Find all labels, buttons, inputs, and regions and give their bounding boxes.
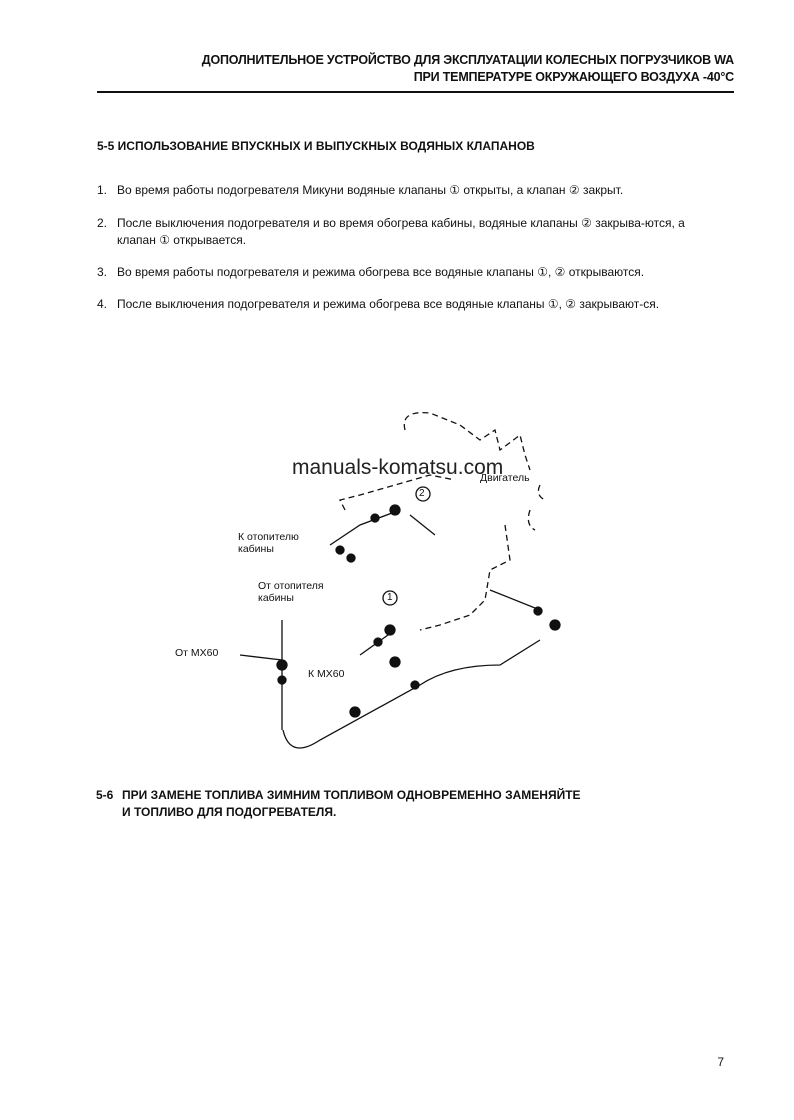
fittings (277, 505, 560, 717)
section-5-6 (96, 787, 581, 821)
label-from-cab-heater: От отопителя кабины (258, 580, 324, 604)
item-number: 1. (97, 183, 108, 197)
label-from-mx60: От МХ60 (175, 647, 219, 659)
item-text: После выключения подогревателя и режима обогрева все водяные клапаны ①, ② закрывают-ся. (117, 297, 660, 311)
label-to-mx60: К МХ60 (308, 668, 345, 680)
header-line-1: ДОПОЛНИТЕЛЬНОЕ УСТРОЙСТВО ДЛЯ ЭКСПЛУАТАЦИИ КОЛЕСНЫХ ПОГРУЗЧИКОВ WA (201, 53, 734, 67)
watermark: manuals-komatsu.com (292, 456, 504, 479)
item-text: Во время работы подогревателя и режима обогрева все водяные клапаны ①, ② открываются. (117, 265, 645, 279)
item-text: После выключения подогревателя и во время обогрева кабины, водяные клапаны ② закрыва-ются, а клапан ① открывается. (117, 216, 685, 247)
item-number: 3. (97, 265, 108, 279)
item-number: 4. (97, 297, 108, 311)
page-number: 7 (717, 1055, 724, 1069)
section-line-1: ПРИ ЗАМЕНЕ ТОПЛИВА ЗИМНИМ ТОПЛИВОМ ОДНОВРЕМЕННО ЗАМЕНЯЙТЕ (122, 788, 581, 802)
section-title: 5-5 ИСПОЛЬЗОВАНИЕ ВПУСКНЫХ И ВЫПУСКНЫХ ВОДЯНЫХ КЛАПАНОВ (97, 139, 535, 153)
item-number: 2. (97, 216, 108, 230)
header-line-2: ПРИ ТЕМПЕРАТУРЕ ОКРУЖАЮЩЕГО ВОЗДУХА -40°С (413, 70, 734, 84)
section-number: 5-6 (96, 788, 114, 802)
section-line-2: И ТОПЛИВО ДЛЯ ПОДОГРЕВАТЕЛЯ. (122, 805, 337, 819)
valve-1-label: 1 (387, 592, 393, 603)
label-to-cab-heater: К отопителю кабины (238, 531, 299, 555)
item-text: Во время работы подогревателя Микуни водяные клапаны ① открыты, а клапан ② закрыт. (117, 183, 624, 197)
label-engine: Двигатель (480, 472, 530, 484)
valve-2-label: 2 (419, 488, 425, 499)
